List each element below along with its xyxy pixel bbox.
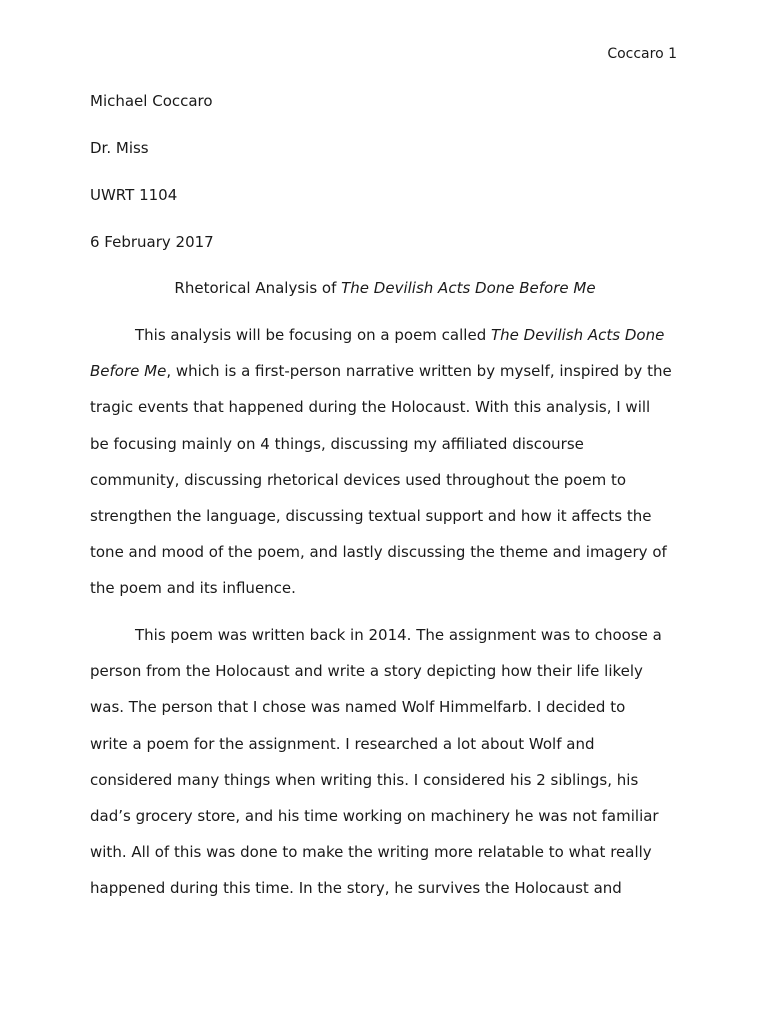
title-prefix: Rhetorical Analysis of — [174, 279, 342, 297]
paragraph-line — [90, 398, 680, 434]
line-text: dad’s grocery store, and his time working on machinery he was not familiar — [90, 806, 659, 825]
line-text: strengthen the language, discussing textual support and how it affects the — [90, 506, 652, 525]
title-italic: The Devilish Acts Done Before Me — [341, 279, 596, 297]
paragraph-line — [90, 471, 680, 507]
line-text-after: , which is a first-person narrative written by myself, inspired by the — [166, 362, 672, 381]
paragraph-line — [90, 362, 680, 398]
paragraph-line — [90, 807, 680, 843]
paragraph-line — [90, 435, 680, 471]
paragraph-line — [90, 579, 680, 615]
line-italic-text: The Devilish Acts Done — [490, 326, 665, 344]
line-text: write a poem for the assignment. I researched a lot about Wolf and — [90, 734, 595, 753]
line-text: tragic events that happened during the Holocaust. With this analysis, I will — [90, 398, 651, 417]
instructor-name: Dr. Miss — [90, 139, 149, 157]
paragraph-line — [90, 771, 680, 807]
paragraph-line — [90, 626, 680, 662]
paragraph-line — [90, 698, 680, 734]
document-title — [90, 279, 680, 298]
paragraph-line — [90, 326, 680, 362]
paragraph-2 — [90, 626, 680, 916]
course-code: UWRT 1104 — [90, 186, 178, 204]
paragraph-line — [90, 879, 680, 915]
line-text: This analysis will be focusing on a poem called — [135, 326, 491, 344]
line-text: the poem and its influence. — [90, 579, 296, 598]
line-italic-text: Before Me — [90, 362, 167, 381]
paragraph-line — [90, 543, 680, 579]
line-text: was. The person that I chose was named Wolf Himmelfarb. I decided to — [90, 698, 626, 717]
author-name: Michael Coccaro — [90, 92, 213, 110]
line-text: person from the Holocaust and write a story depicting how their life likely — [90, 662, 643, 681]
line-text: considered many things when writing this. I considered his 2 siblings, his — [90, 770, 639, 789]
paragraph-1 — [90, 326, 680, 616]
line-text: with. All of this was done to make the writing more relatable to what really — [90, 843, 652, 862]
line-text: be focusing mainly on 4 things, discussing my affiliated discourse — [90, 434, 584, 453]
paragraph-line — [90, 507, 680, 543]
paragraph-line — [90, 662, 680, 698]
line-text: tone and mood of the poem, and lastly discussing the theme and imagery of — [90, 543, 667, 562]
header-block — [90, 92, 680, 280]
line-text: happened during this time. In the story, he survives the Holocaust and — [90, 879, 622, 898]
line-text: This poem was written back in 2014. The assignment was to choose a — [135, 626, 662, 644]
line-text: community, discussing rhetorical devices used throughout the poem to — [90, 470, 627, 489]
running-head: Coccaro 1 — [607, 46, 677, 62]
paragraph-line — [90, 735, 680, 771]
paragraph-line — [90, 843, 680, 879]
document-date: 6 February 2017 — [90, 233, 214, 251]
